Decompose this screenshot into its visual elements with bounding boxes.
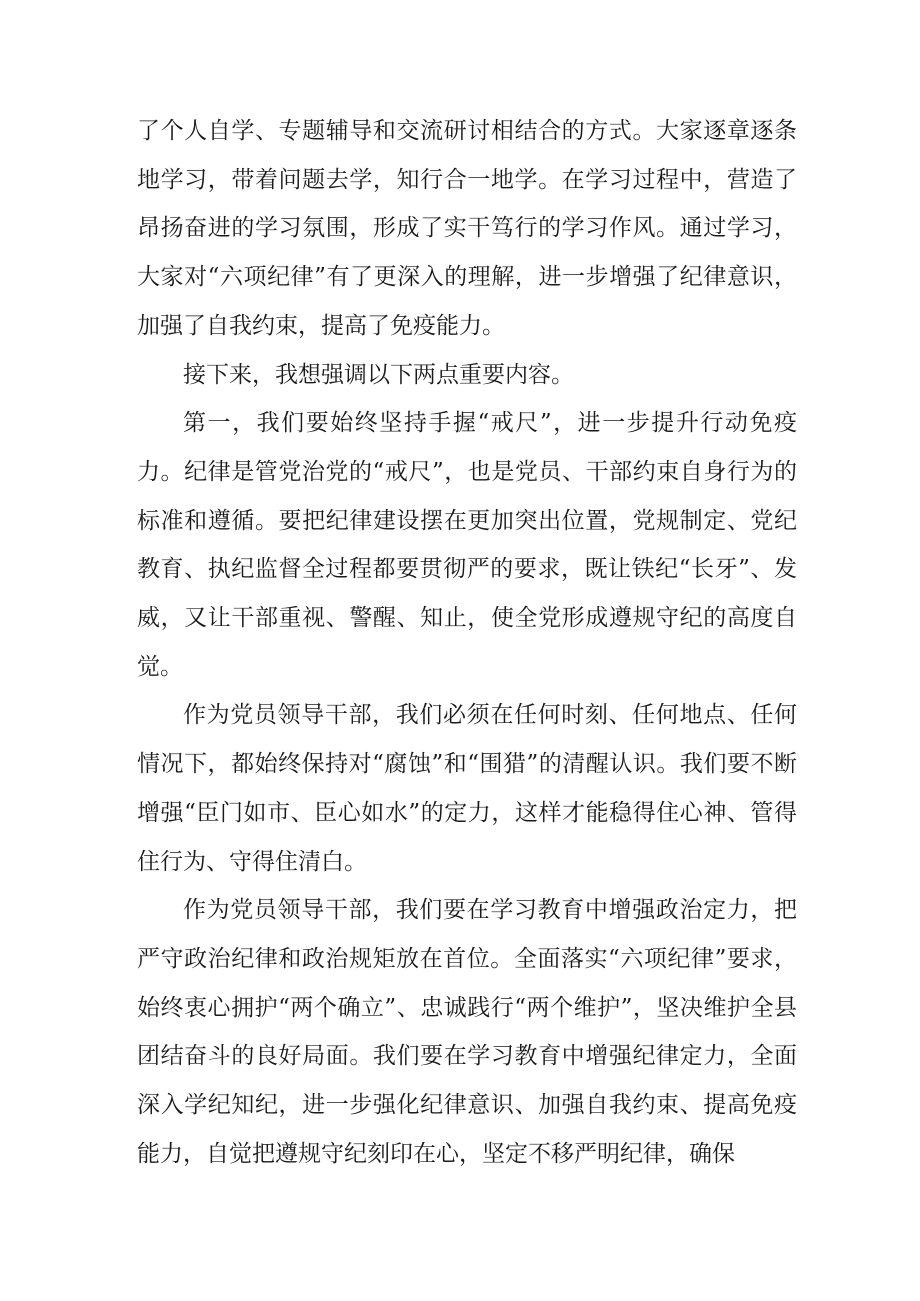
paragraph-continuation: 了个人自学、专题辅导和交流研讨相结合的方式。大家逐章逐条地学习，带着问题去学，知行合一地学。在学习过程中，营造了昂扬奋进的学习氛围，形成了实干笃行的学习作风。通过学习，大家对“六项纪律”有了更深入的理解，进一步增强了纪律意识，加强了自我约束，提高了免疫能力。 [137,118,797,339]
document-body [137,107,797,1178]
paragraph-political-discipline: 作为党员领导干部，我们要在学习教育中增强政治定力，把严守政治纪律和政治规矩放在首位。全面落实“六项纪律”要求，始终衷心拥护“两个确立”、忠诚践行“两个维护”，坚决维护全县团结奋斗的良好局面。我们要在学习教育中增强纪律定力，全面深入学纪知纪，进一步强化纪律意识、加强自我约束、提高免疫能力，自觉把遵规守纪刻印在心，坚定不移严明纪律，确保 [137,897,797,1167]
paragraph-first-point: 第一，我们要始终坚持手握“戒尺”，进一步提升行动免疫力。纪律是管党治党的“戒尺”，也是党员、干部约束自身行为的标准和遵循。要把纪律建设摆在更加突出位置，党规制定、党纪教育、执纪监督全过程都要贯彻严的要求，既让铁纪“长牙”、发威，又让干部重视、警醒、知止，使全党形成遵规守纪的高度自觉。 [137,410,797,680]
paragraph-intro: 接下来，我想强调以下两点重要内容。 [183,361,574,388]
paragraph-leaders-awareness: 作为党员领导干部，我们必须在任何时刻、任何地点、任何情况下，都始终保持对“腐蚀”和“围猎”的清醒认识。我们要不断增强“臣门如市、臣心如水”的定力，这样才能稳得住心神、管得住行为、守得住清白。 [137,702,797,875]
